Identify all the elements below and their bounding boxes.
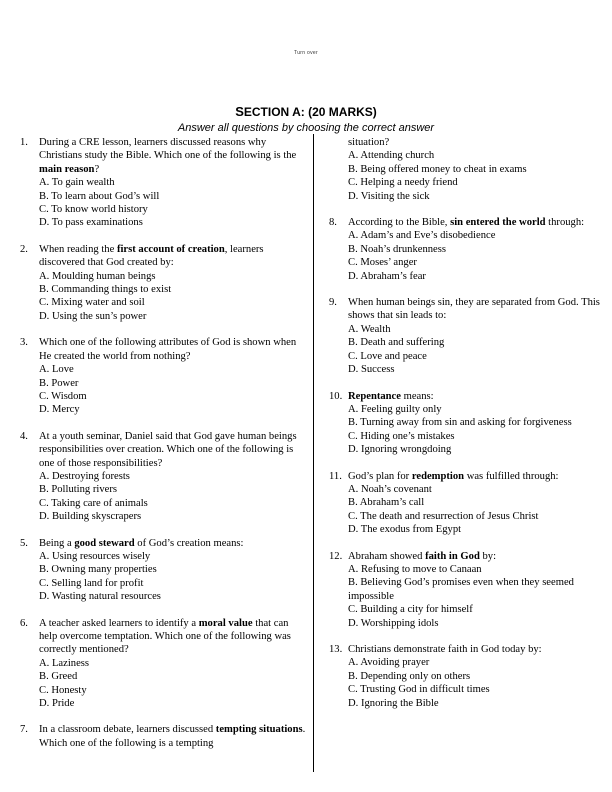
option-c: C. Mixing water and soil — [39, 297, 145, 309]
option-c: C. Helping a needy friend — [348, 177, 458, 189]
option-d: D. Pride — [39, 698, 75, 710]
option-b: B. Owning many properties — [39, 564, 157, 576]
option-d: D. Success — [348, 364, 395, 376]
option-c: C. The death and resurrection of Jesus Christ — [348, 510, 539, 522]
question-3: 3. Which one of the following attributes of God is shown when He created the world from nothing? A. Love B. Power C. Wisdom D. Mercy — [20, 336, 308, 416]
option-b: B. Noah’s drunkenness — [348, 243, 446, 255]
option-d: D. Ignoring wrongdoing — [348, 444, 452, 456]
option-a: A. Refusing to move to Canaan — [348, 563, 482, 575]
option-d: D. Ignoring the Bible — [348, 697, 439, 709]
column-divider — [313, 134, 314, 772]
option-d: D. Wasting natural resources — [39, 591, 161, 603]
option-b: B. Being offered money to cheat in exams — [348, 163, 527, 175]
question-7-continued: situation? A. Attending church B. Being offered money to cheat in exams C. Helping a needy friend D. Visiting the sick — [329, 136, 607, 203]
option-b: B. Death and suffering — [348, 337, 445, 349]
question-8: 8. According to the Bible, sin entered the world through: A. Adam’s and Eve’s disobedience B. Noah’s drunkenness C. Moses’ anger D. Abraham’s fear — [329, 216, 607, 283]
option-c: C. Building a city for himself — [348, 604, 473, 616]
option-c: C. Trusting God in difficult times — [348, 684, 490, 696]
right-column — [329, 136, 607, 710]
option-b: B. Depending only on others — [348, 670, 471, 682]
question-6: 6. A teacher asked learners to identify a moral value that can help overcome temptation. Which one of the following was correctly mentioned? A. Laziness B. Greed C. Honesty D. Pride — [20, 617, 308, 711]
option-d: D. The exodus from Egypt — [348, 524, 462, 536]
option-b: B. Power — [39, 377, 79, 389]
option-d: D. Worshipping idols — [348, 617, 439, 629]
option-b: B. Commanding things to exist — [39, 284, 172, 296]
question-13: 13. Christians demonstrate faith in God today by: A. Avoiding prayer B. Depending only on others C. Trusting God in difficult times D. Ignoring the Bible — [329, 643, 607, 710]
option-c: C. Honesty — [39, 684, 87, 696]
option-c: C. Moses’ anger — [348, 257, 417, 269]
option-a: A. To gain wealth — [39, 177, 115, 189]
question-12: 12. Abraham showed faith in God by: A. Refusing to move to Canaan B. Believing God’s promises even when they seemed impossible C. Building a city for himself D. Worshipping idols — [329, 550, 607, 630]
option-a: A. Love — [39, 364, 74, 376]
question-10: 10. Repentance means: A. Feeling guilty only B. Turning away from sin and asking for forgiveness C. Hiding one’s mistakes D. Ignoring wrongdoing — [329, 390, 607, 457]
question-7: 7. In a classroom debate, learners discussed tempting situations. Which one of the following is a tempting — [20, 724, 306, 749]
option-a: A. Avoiding prayer — [348, 657, 430, 669]
question-2: 2. When reading the first account of creation, learners discovered that God created by: A. Moulding human beings B. Commanding things to exist C. Mixing water and soil D. Using the sun’s power — [20, 243, 308, 323]
question-9: 9. When human beings sin, they are separated from God. This shows that sin leads to: A. Wealth B. Death and suffering C. Love and peace D. Success — [329, 296, 607, 376]
option-c: C. To know world history — [39, 204, 148, 216]
page-header-tag: Turn over — [294, 50, 318, 56]
option-a: A. Wealth — [348, 323, 391, 335]
option-b: B. Abraham’s call — [348, 497, 425, 509]
option-d: D. Visiting the sick — [348, 190, 430, 202]
option-d: D. To pass examinations — [39, 217, 143, 229]
option-c: C. Hiding one’s mistakes — [348, 430, 455, 442]
option-d: D. Using the sun’s power — [39, 310, 147, 322]
option-a: A. Using resources wisely — [39, 550, 151, 562]
option-c: C. Love and peace — [348, 350, 427, 362]
option-a: A. Laziness — [39, 657, 90, 669]
option-b: B. Turning away from sin and asking for forgiveness — [348, 417, 572, 429]
option-a: A. Attending church — [348, 150, 435, 162]
option-b: B. Greed — [39, 671, 78, 683]
question-1: 1. During a CRE lesson, learners discussed reasons why Christians study the Bible. Which one of the following is the main reason? A. To gain wealth B. To learn about God’s will C. To know world history D. To pass examinations — [20, 136, 308, 230]
option-d: D. Building skyscrapers — [39, 511, 142, 523]
question-11: 11. God’s plan for redemption was fulfilled through: A. Noah’s covenant B. Abraham’s call C. The death and resurrection of Jesus Christ D. The exodus from Egypt — [329, 470, 607, 537]
option-a: A. Feeling guilty only — [348, 403, 442, 415]
option-b: B. Polluting rivers — [39, 484, 117, 496]
option-d: D. Abraham’s fear — [348, 270, 426, 282]
option-c: C. Selling land for profit — [39, 577, 144, 589]
option-b: B. Believing God’s promises even when they seemed impossible — [348, 577, 574, 602]
option-d: D. Mercy — [39, 404, 80, 416]
option-a: A. Destroying forests — [39, 470, 130, 482]
option-a: A. Adam’s and Eve’s disobedience — [348, 230, 496, 242]
section-title: SECTION A: (20 MARKS) — [235, 104, 377, 119]
question-4: 4. At a youth seminar, Daniel said that God gave human beings responsibilities over creation. Which one of the following is one of those responsibilities? A. Destroying forests B. Polluting rivers C. Taking care of animals D. Building skyscrapers — [20, 430, 308, 524]
option-c: C. Taking care of animals — [39, 497, 148, 509]
left-column — [20, 136, 308, 750]
option-a: A. Noah’s covenant — [348, 483, 432, 495]
question-5: 5. Being a good steward of God’s creation means: A. Using resources wisely B. Owning many properties C. Selling land for profit D. Wasting natural resources — [20, 537, 308, 604]
section-instruction: Answer all questions by choosing the correct answer — [177, 122, 435, 134]
option-c: C. Wisdom — [39, 390, 87, 402]
option-b: B. To learn about God’s will — [39, 190, 160, 202]
option-a: A. Moulding human beings — [39, 270, 156, 282]
